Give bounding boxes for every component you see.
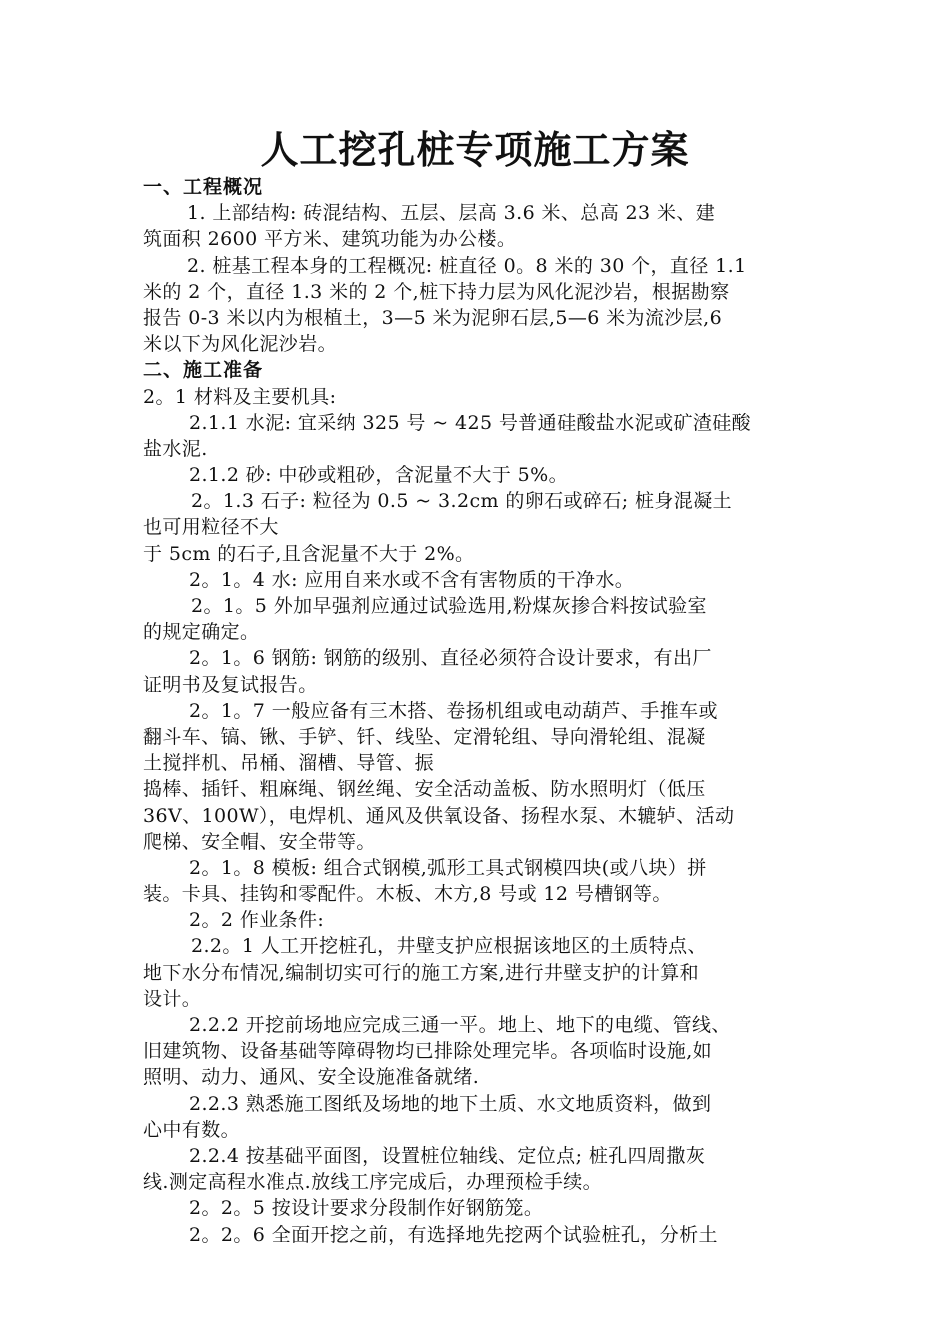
paragraph-line: 1. 上部结构: 砖混结构、五层、层高 3.6 米、总高 23 米、建 (187, 202, 716, 225)
paragraph-line: 2。1。7 一般应备有三木搭、卷扬机组或电动葫芦、手推车或 (189, 699, 718, 722)
paragraph-line: 2。1。5 外加早强剂应通过试验选用,粉煤灰掺合料按试验室 (191, 595, 707, 617)
section-heading-preparation: 二、施工准备 (143, 359, 264, 382)
paragraph-line: 2.2.3 熟悉施工图纸及场地的地下土质、水文地质资料，做到 (189, 1092, 712, 1115)
paragraph-line: 2.1.1 水泥: 宜采纳 325 号 ~ 425 号普通硅酸盐水泥或矿渣硅酸 (189, 411, 752, 434)
paragraph-line: 36V、100W），电焊机、通风及供氧设备、扬程水泵、木辘轳、活动 (143, 804, 735, 827)
paragraph-line: 2. 桩基工程本身的工程概况: 桩直径 0。8 米的 30 个，直径 1.1 (187, 254, 747, 277)
paragraph-line: 2.2.2 开挖前场地应完成三通一平。地上、地下的电缆、管线、 (189, 1014, 731, 1036)
paragraph-line: 2.2.4 按基础平面图，设置桩位轴线、定位点; 桩孔四周撒灰 (189, 1144, 706, 1167)
paragraph-line: 翻斗车、镐、锹、手铲、钎、线坠、定滑轮组、导向滑轮组、混凝 (143, 725, 706, 748)
paragraph-line: 盐水泥. (143, 437, 208, 460)
paragraph-line: 2。1.3 石子: 粒径为 0.5 ~ 3.2cm 的卵石或碎石; 桩身混凝土 (191, 490, 732, 513)
paragraph-line: 2。1。6 钢筋: 钢筋的级别、直径必须符合设计要求，有出厂 (189, 647, 712, 670)
paragraph-line: 报告 0-3 米以内为根植土，3—5 米为泥卵石层,5—6 米为流沙层,6 (143, 306, 723, 329)
document-body (143, 174, 813, 1248)
paragraph-line: 心中有数。 (143, 1118, 241, 1141)
paragraph-line: 土搅拌机、吊桶、溜槽、导管、振 (143, 752, 435, 775)
paragraph-line: 证明书及复试报告。 (143, 673, 318, 696)
paragraph-line: 2。2。5 按设计要求分段制作好钢筋笼。 (189, 1197, 544, 1220)
paragraph-line: 也可用粒径不大 (143, 516, 279, 539)
paragraph-line: 捣棒、插钎、粗麻绳、钢丝绳、安全活动盖板、防水照明灯（低压 (143, 778, 706, 801)
paragraph-line: 2。2 作业条件: (189, 909, 325, 932)
paragraph-line: 米的 2 个，直径 1.3 米的 2 个,桩下持力层为风化泥沙岩，根据勘察 (143, 280, 730, 303)
paragraph-line: 旧建筑物、设备基础等障碍物均已排除处理完毕。各项临时设施,如 (143, 1040, 713, 1063)
paragraph-line: 爬梯、安全帽、安全带等。 (143, 830, 376, 853)
paragraph-line: 2.2。1 人工开挖桩孔，井壁支护应根据该地区的土质特点、 (191, 935, 707, 958)
paragraph-line: 筑面积 2600 平方米、建筑功能为办公楼。 (143, 228, 517, 251)
paragraph-line: 地下水分布情况,编制切实可行的施工方案,进行井壁支护的计算和 (143, 961, 700, 984)
paragraph-line: 2。1。8 模板: 组合式钢模,弧形工具式钢模四块(或八块）拼 (189, 856, 707, 879)
paragraph-line: 的规定确定。 (143, 621, 260, 644)
paragraph-line: 2。1 材料及主要机具: (143, 385, 337, 408)
paragraph-line: 线.测定高程水准点.放线工序完成后，办理预检手续。 (143, 1171, 603, 1194)
paragraph-line: 2。2。6 全面开挖之前，有选择地先挖两个试验桩孔，分析土 (189, 1223, 718, 1246)
paragraph-line: 米以下为风化泥沙岩。 (143, 333, 338, 356)
paragraph-line: 2。1。4 水: 应用自来水或不含有害物质的干净水。 (189, 568, 635, 591)
section-heading-overview: 一、工程概况 (143, 176, 264, 198)
paragraph-line: 装。卡具、挂钩和零配件。木板、木方,8 号或 12 号槽钢等。 (143, 883, 672, 906)
paragraph-line: 于 5cm 的石子,且含泥量不大于 2%。 (143, 542, 475, 565)
paragraph-line: 照明、动力、通风、安全设施准备就绪. (143, 1066, 480, 1089)
paragraph-line: 设计。 (143, 987, 202, 1010)
paragraph-line: 2.1.2 砂: 中砂或粗砂，含泥量不大于 5%。 (189, 464, 569, 487)
document-title: 人工挖孔桩专项施工方案 (260, 127, 690, 172)
